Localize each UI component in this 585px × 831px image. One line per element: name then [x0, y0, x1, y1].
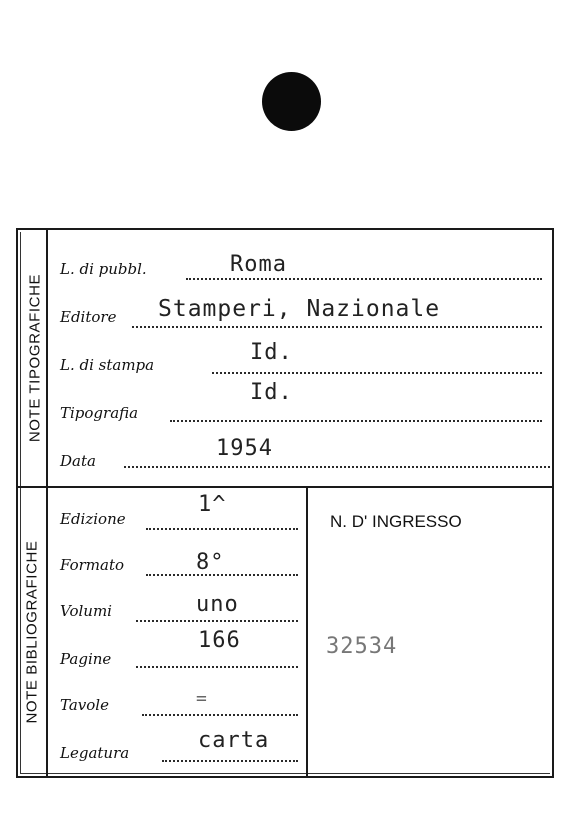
punch-hole	[262, 72, 321, 131]
label-legatura: Legatura	[60, 744, 130, 762]
label-luogo-pubblicazione: L. di pubbl.	[60, 260, 147, 278]
dotted-line-pagine	[136, 666, 298, 668]
value-data: 1954	[216, 436, 273, 461]
dotted-line-edizione	[146, 528, 298, 530]
dotted-line-data	[124, 466, 550, 468]
label-edizione: Edizione	[60, 510, 126, 528]
note-bibliografiche-sidebar	[18, 488, 48, 776]
label-luogo-stampa: L. di stampa	[60, 356, 155, 374]
note-tipografiche-sidebar	[18, 230, 48, 486]
label-pagine: Pagine	[60, 650, 112, 668]
value-luogo-stampa: Id.	[250, 340, 293, 365]
note-bibliografiche-section	[18, 488, 552, 776]
ingresso-label: N. D' INGRESSO	[330, 512, 462, 531]
note-tipografiche-title: NOTE TIPOGRAFICHE	[26, 273, 44, 443]
label-volumi: Volumi	[60, 602, 112, 620]
value-pagine: 166	[198, 628, 241, 653]
note-tipografiche-section	[18, 230, 552, 488]
label-formato: Formato	[60, 556, 125, 574]
value-formato: 8°	[196, 550, 225, 575]
label-data: Data	[60, 452, 96, 470]
label-tipografia: Tipografia	[60, 404, 139, 422]
dotted-line-tavole	[142, 714, 298, 716]
value-editore: Stamperi, Nazionale	[158, 296, 441, 322]
dotted-line-volumi	[136, 620, 298, 622]
catalog-card	[16, 228, 554, 778]
value-luogo-pubblicazione: Roma	[230, 252, 287, 277]
dotted-line-legatura	[162, 760, 298, 762]
ingresso-number: 32534	[326, 634, 398, 659]
dotted-line-luogo-stampa	[212, 372, 542, 374]
dotted-line-editore	[132, 326, 542, 328]
value-edizione: 1^	[198, 492, 227, 517]
note-bibliografiche-title: NOTE BIBLIOGRAFICHE	[23, 540, 41, 724]
label-editore: Editore	[60, 308, 117, 326]
label-tavole: Tavole	[60, 696, 109, 714]
value-tavole: =	[196, 688, 208, 709]
value-volumi: uno	[196, 592, 239, 617]
dotted-line-tipografia	[170, 420, 542, 422]
value-tipografia: Id.	[250, 380, 293, 405]
value-legatura: carta	[198, 728, 270, 753]
dotted-line-luogo-pubblicazione	[186, 278, 542, 280]
column-divider	[306, 488, 308, 776]
